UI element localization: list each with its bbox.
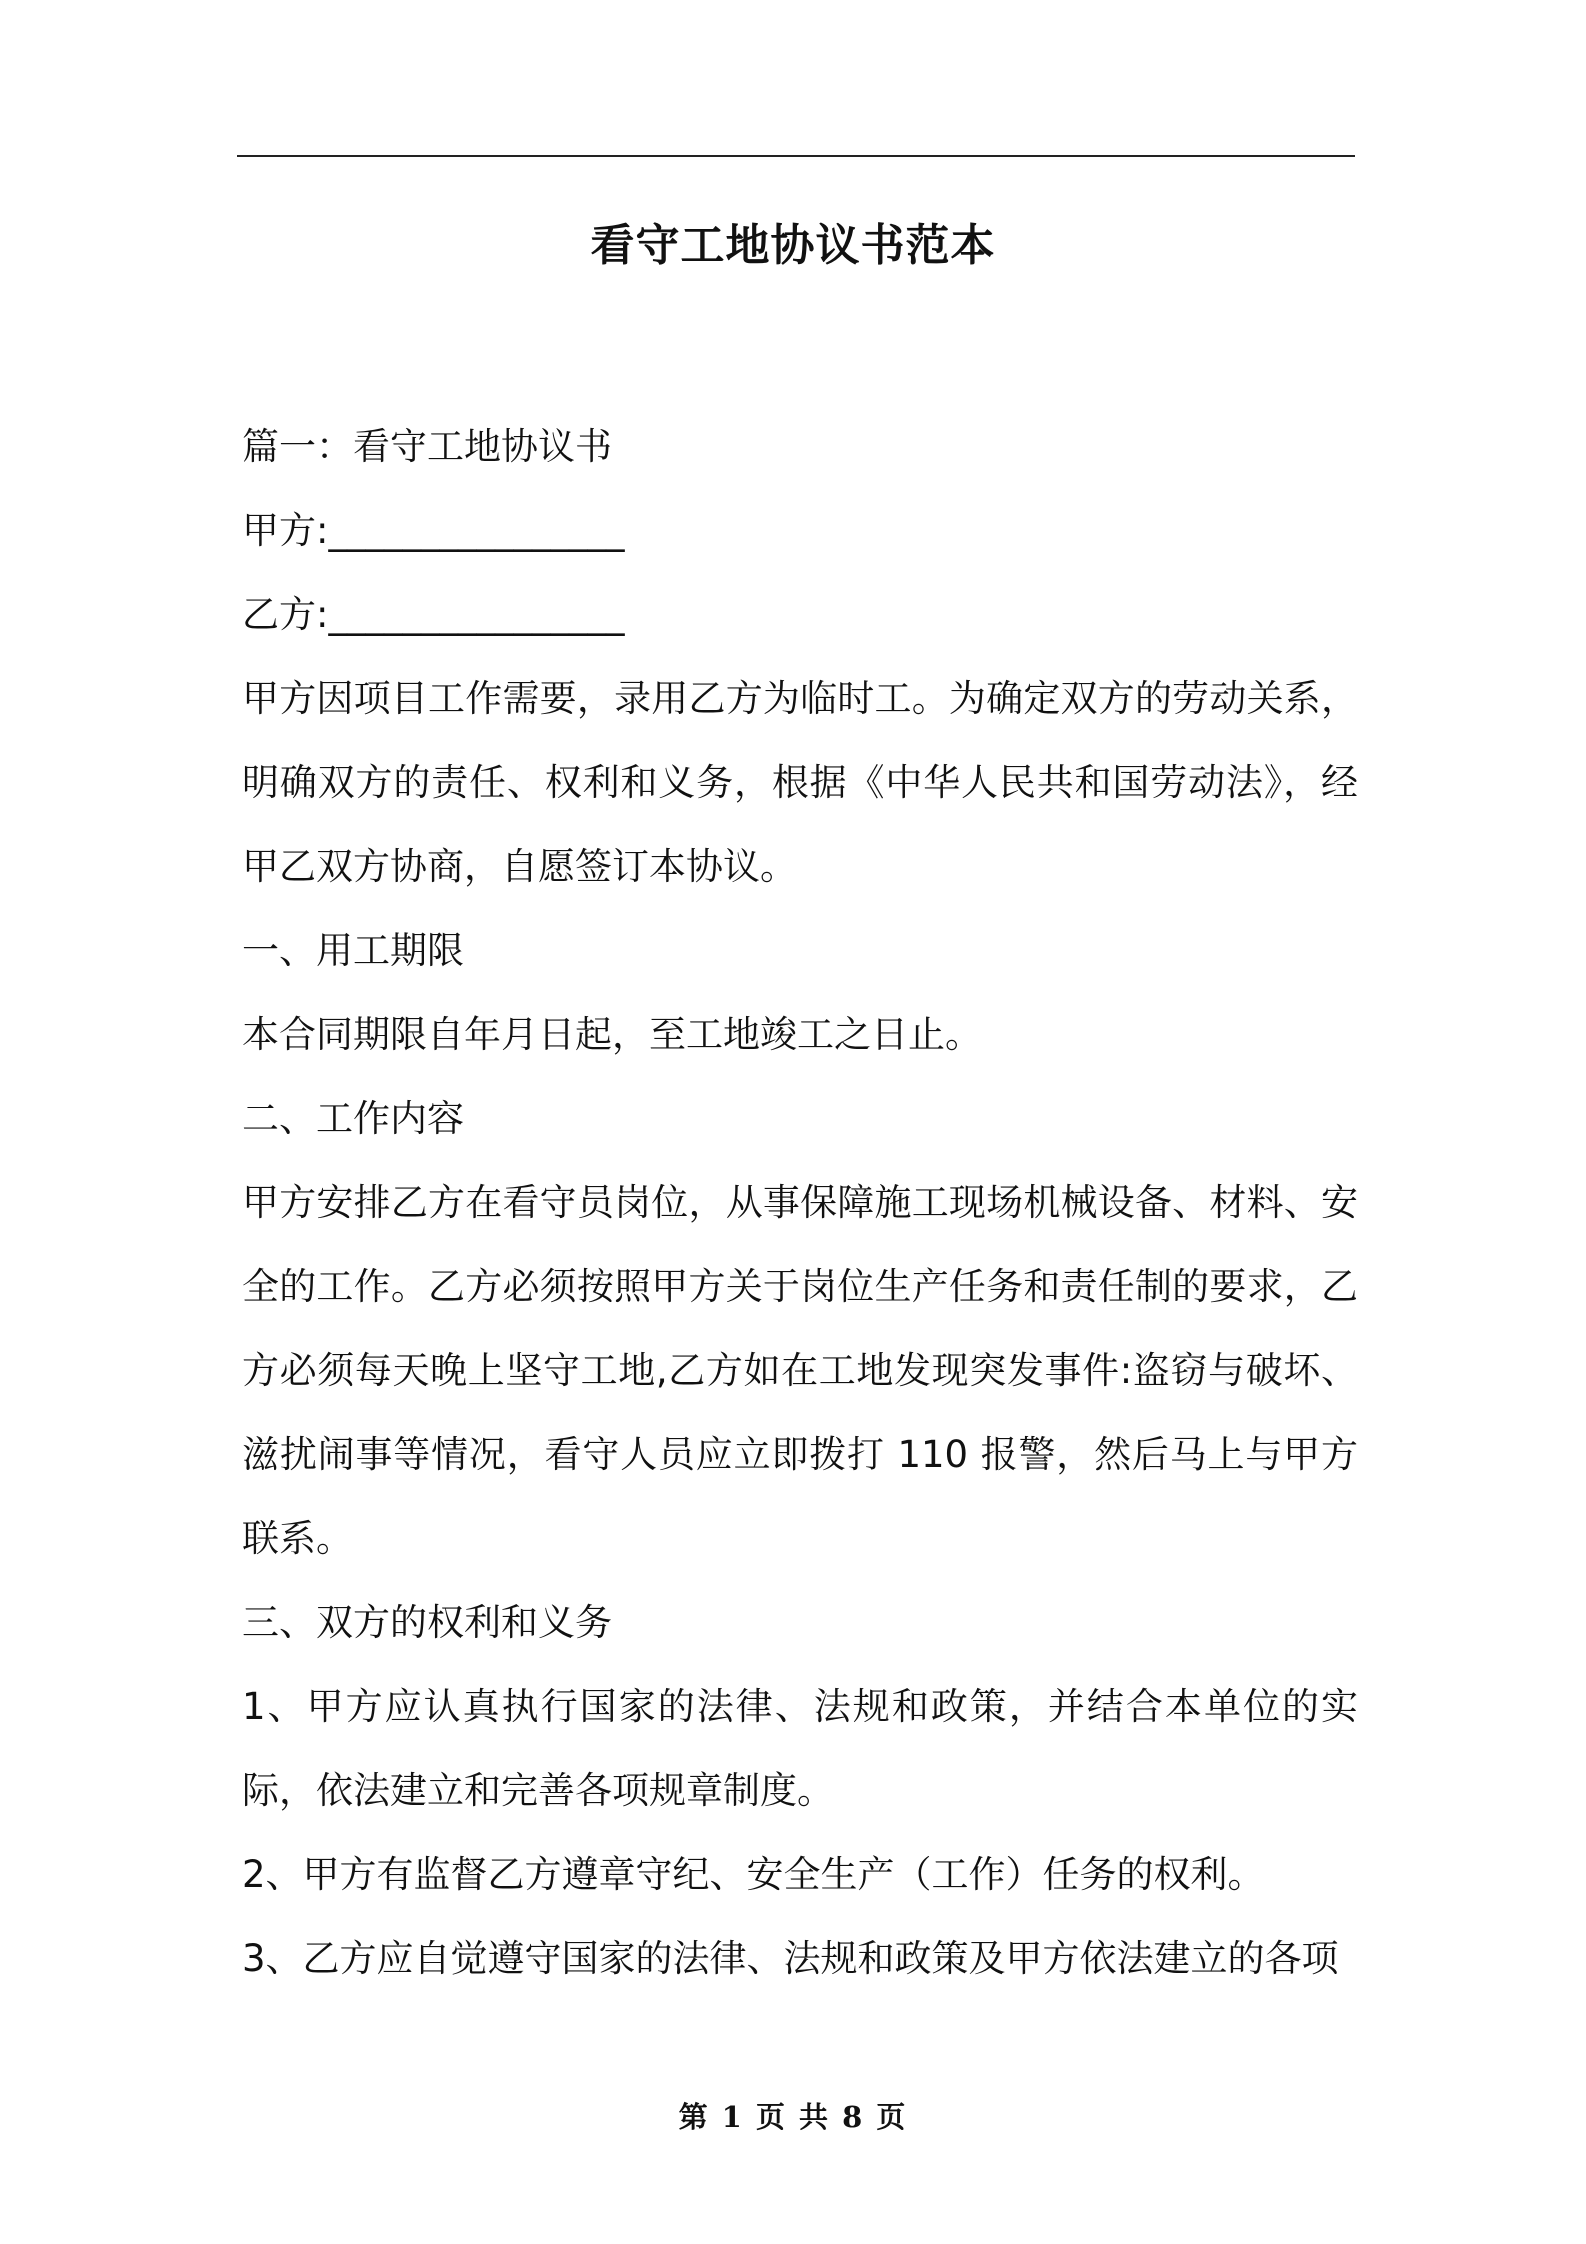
clause-paragraph: 甲方安排乙方在看守员岗位，从事保障施工现场机械设备、材料、安全的工作。乙方必须按照甲方关于岗位生产任务和责任制的要求，乙方必须每天晚上坚守工地,乙方如在工地发现突发事件:盗窃与破坏、滋扰闹事等情况，看守人员应立即拨打 110 报警，然后马上与甲方联系。 [242, 1181, 1358, 1560]
clause-paragraph: 本合同期限自年月日起，至工地竣工之日止。 [242, 1013, 982, 1056]
clause-heading: 一、用工期限 [242, 929, 464, 972]
document-title: 看守工地协议书范本 [590, 220, 996, 271]
clause-item: 3、乙方应自觉遵守国家的法律、法规和政策及甲方依法建立的各项 [242, 1937, 1339, 1980]
header-rule [237, 155, 1355, 157]
clause-heading: 二、工作内容 [242, 1097, 464, 1140]
document-body [242, 405, 1358, 2001]
clause-item: 2、甲方有监督乙方遵章守纪、安全生产（工作）任务的权利。 [242, 1853, 1265, 1896]
party-b-field: 乙方:________________ [242, 593, 625, 636]
section-heading: 篇一：看守工地协议书 [242, 425, 612, 468]
clause-heading: 三、双方的权利和义务 [242, 1601, 612, 1644]
clause-item: 1、甲方应认真执行国家的法律、法规和政策，并结合本单位的实际，依法建立和完善各项规章制度。 [242, 1685, 1358, 1812]
intro-paragraph: 甲方因项目工作需要，录用乙方为临时工。为确定双方的劳动关系，明确双方的责任、权利和义务，根据《中华人民共和国劳动法》，经甲乙双方协商，自愿签订本协议。 [242, 677, 1358, 888]
party-a-field: 甲方:________________ [242, 509, 625, 552]
page-footer: 第 1 页 共 8 页 [678, 2100, 908, 2134]
